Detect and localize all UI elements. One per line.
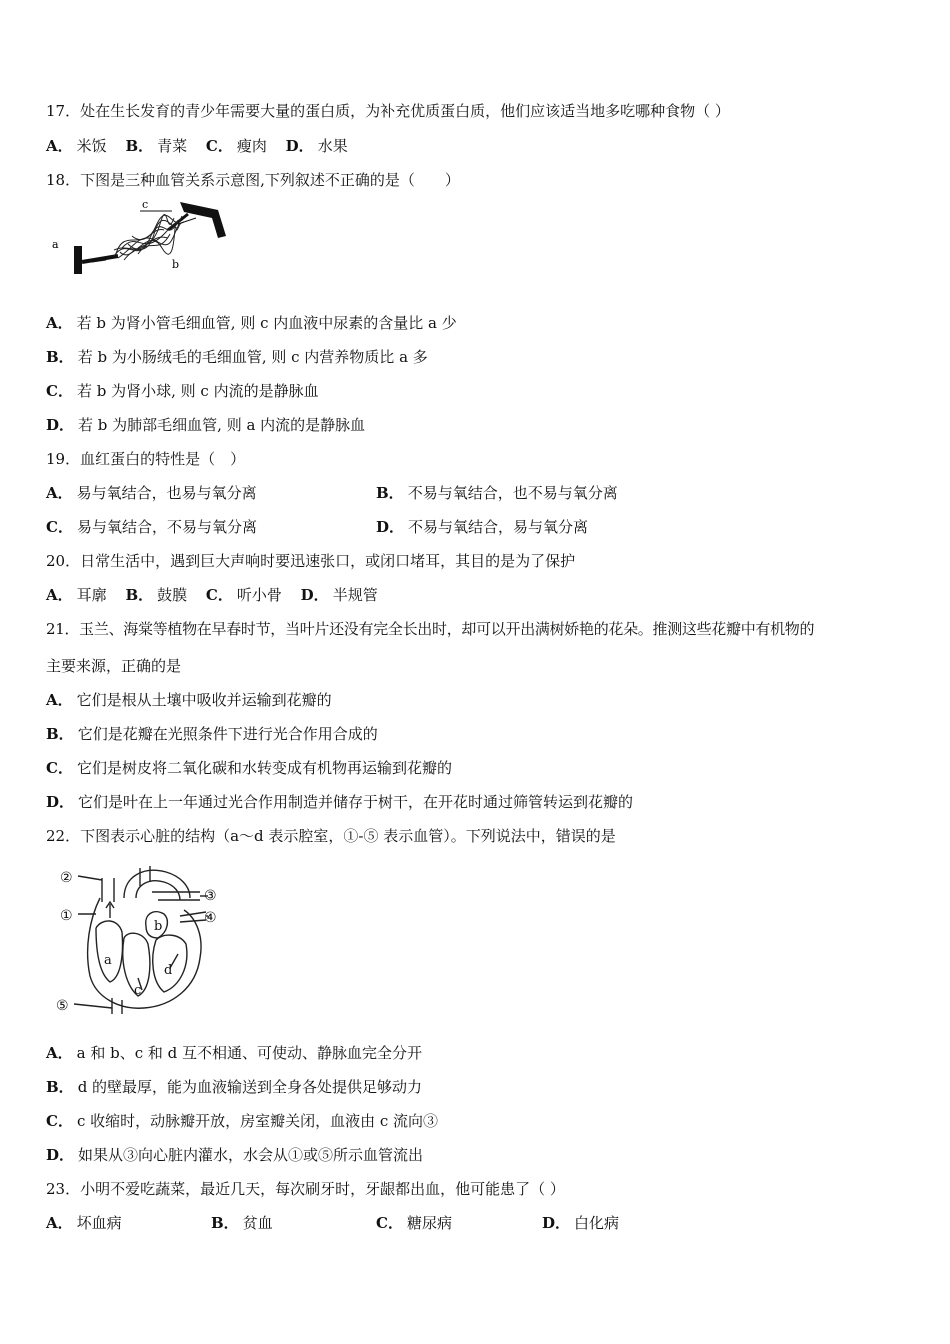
q23-opt-c-letter: C． (376, 1214, 403, 1232)
q19-stem: 19．血红蛋白的特性是（ ） (46, 450, 246, 468)
q21-opt-c (46, 758, 452, 778)
q23-opt-a (46, 1213, 122, 1233)
q18-opt-a (46, 313, 457, 333)
q17-opt-c-letter: C． (205, 137, 233, 155)
label-chamber-a: a (104, 953, 112, 968)
q18-opt-a-letter: A． (46, 314, 73, 332)
q17-opt-d-text: 水果 (317, 137, 348, 155)
q22-opt-c-text: c 收缩时，动脉瓣开放，房室瓣关闭，血液由 c 流向③ (76, 1112, 439, 1130)
q20-opt-c-letter: C． (205, 586, 233, 604)
q23-opt-c (376, 1213, 452, 1233)
q22-opt-d-letter: D． (46, 1146, 75, 1164)
blood-vessel-diagram (48, 196, 232, 280)
q21-opt-a-text: 它们是根从土壤中吸收并运输到花瓣的 (76, 691, 332, 709)
q21-opt-a (46, 690, 332, 710)
q21-stem-line2: 主要来源，正确的是 (46, 657, 182, 675)
q20-opt-b-text: 鼓膜 (157, 586, 188, 604)
label-chamber-c: c (134, 983, 142, 998)
label-c: c (142, 198, 149, 211)
q21-opt-d-letter: D． (46, 793, 75, 811)
q19-opt-d-text: 不易与氧结合，易与氧分离 (408, 518, 589, 536)
q20-opt-a-text: 耳廓 (76, 586, 107, 604)
q22-opt-a-letter: A． (46, 1044, 73, 1062)
label-4: ④ (204, 910, 217, 926)
q20-opt-a-letter: A． (46, 586, 73, 604)
q19-opt-a-letter: A． (46, 484, 73, 502)
q22-opt-a-text: a 和 b、c 和 d 互不相通、可使动、静脉血完全分开 (76, 1044, 423, 1062)
q20-stem: 20．日常生活中，遇到巨大声响时要迅速张口，或闭口堵耳，其目的是为了保护 (46, 552, 576, 570)
q17-opt-b-text: 青菜 (157, 137, 188, 155)
label-1: ① (60, 908, 73, 924)
q22-opt-b-letter: B． (46, 1078, 74, 1096)
q21-opt-b (46, 724, 378, 744)
q20-options (46, 585, 378, 605)
q18-opt-b (46, 347, 428, 367)
q17-stem: 17．处在生长发育的青少年需要大量的蛋白质，为补充优质蛋白质，他们应该适当地多吃哪种食物（ ） (46, 102, 730, 120)
q18-opt-c-letter: C． (46, 382, 73, 400)
q20-opt-d-letter: D． (300, 586, 329, 604)
q21-opt-d-text: 它们是叶在上一年通过光合作用制造并储存于树干，在开花时通过筛管转运到花瓣的 (78, 793, 634, 811)
q22-stem: 22．下图表示心脏的结构（a～d 表示腔室，①-⑤ 表示血管）。下列说法中，错误的是 (46, 827, 616, 845)
q20-opt-d-text: 半规管 (332, 586, 378, 604)
q22-opt-d-text: 如果从③向心脏内灌水，水会从①或⑤所示血管流出 (78, 1146, 424, 1164)
q18-opt-a-text: 若 b 为肾小管毛细血管, 则 c 内血液中尿素的含量比 a 少 (76, 314, 457, 332)
q18-opt-d (46, 415, 365, 435)
q23-opt-a-letter: A． (46, 1214, 73, 1232)
label-2: ② (60, 870, 73, 886)
q21-opt-a-letter: A． (46, 691, 73, 709)
q21-opt-b-letter: B． (46, 725, 74, 743)
q19-opt-c (46, 517, 257, 537)
q23-opt-d-text: 白化病 (574, 1214, 620, 1232)
q17-opt-d-letter: D． (285, 137, 314, 155)
q17-opt-a-letter: A． (46, 137, 73, 155)
q19-opt-a (46, 483, 257, 503)
q21-opt-c-letter: C． (46, 759, 73, 777)
q17-options (46, 136, 348, 156)
q19-opt-b (376, 483, 618, 503)
q18-opt-c-text: 若 b 为肾小球, 则 c 内流的是静脉血 (76, 382, 319, 400)
q19-opt-b-letter: B． (376, 484, 404, 502)
q17-opt-b-letter: B． (125, 137, 154, 155)
q22-opt-d (46, 1145, 423, 1165)
q18-opt-b-letter: B． (46, 348, 74, 366)
label-a: a (52, 238, 59, 251)
q22-opt-c-letter: C． (46, 1112, 73, 1130)
q18-opt-d-text: 若 b 为肺部毛细血管, 则 a 内流的是静脉血 (78, 416, 366, 434)
q23-stem: 23．小明不爱吃蔬菜，最近几天，每次刷牙时，牙龈都出血，他可能患了（ ） (46, 1180, 565, 1198)
q22-opt-b-text: d 的壁最厚，能为血液输送到全身各处提供足够动力 (77, 1078, 423, 1096)
q18-opt-c (46, 381, 319, 401)
label-b: b (172, 258, 180, 271)
label-chamber-d: d (164, 963, 173, 978)
q22-opt-a (46, 1043, 422, 1063)
q21-opt-b-text: 它们是花瓣在光照条件下进行光合作用合成的 (77, 725, 378, 743)
q22-opt-c (46, 1111, 438, 1131)
q18-opt-d-letter: D． (46, 416, 75, 434)
q23-opt-b-text: 贫血 (242, 1214, 273, 1232)
q21-opt-d (46, 792, 633, 812)
heart-structure-diagram (40, 858, 222, 1018)
q23-opt-a-text: 坏血病 (76, 1214, 122, 1232)
q23-opt-c-text: 糖尿病 (406, 1214, 452, 1232)
q23-opt-d (542, 1213, 619, 1233)
q19-opt-a-text: 易与氧结合，也易与氧分离 (76, 484, 257, 502)
label-3: ③ (204, 888, 217, 904)
q19-opt-d-letter: D． (376, 518, 405, 536)
label-chamber-b: b (154, 919, 163, 934)
q23-opt-d-letter: D． (542, 1214, 571, 1232)
q23-opt-b (211, 1213, 273, 1233)
q19-opt-c-letter: C． (46, 518, 73, 536)
q23-opt-b-letter: B． (211, 1214, 239, 1232)
q19-opt-d (376, 517, 588, 537)
q18-opt-b-text: 若 b 为小肠绒毛的毛细血管, 则 c 内营养物质比 a 多 (77, 348, 428, 366)
q19-opt-c-text: 易与氧结合，不易与氧分离 (76, 518, 257, 536)
label-5: ⑤ (56, 998, 69, 1014)
q17-opt-a-text: 米饭 (76, 137, 107, 155)
q20-opt-b-letter: B． (125, 586, 154, 604)
q21-stem-line1: 21．玉兰、海棠等植物在早春时节，当叶片还没有完全长出时，却可以开出满树娇艳的花朵。推测这些花瓣中有机物的 (46, 620, 815, 638)
q21-opt-c-text: 它们是树皮将二氧化碳和水转变成有机物再运输到花瓣的 (76, 759, 452, 777)
q20-opt-c-text: 听小骨 (236, 586, 282, 604)
q18-stem: 18．下图是三种血管关系示意图,下列叙述不正确的是（ ） (46, 171, 460, 189)
q17-opt-c-text: 瘦肉 (236, 137, 267, 155)
q19-opt-b-text: 不易与氧结合，也不易与氧分离 (407, 484, 618, 502)
q22-opt-b (46, 1077, 422, 1097)
